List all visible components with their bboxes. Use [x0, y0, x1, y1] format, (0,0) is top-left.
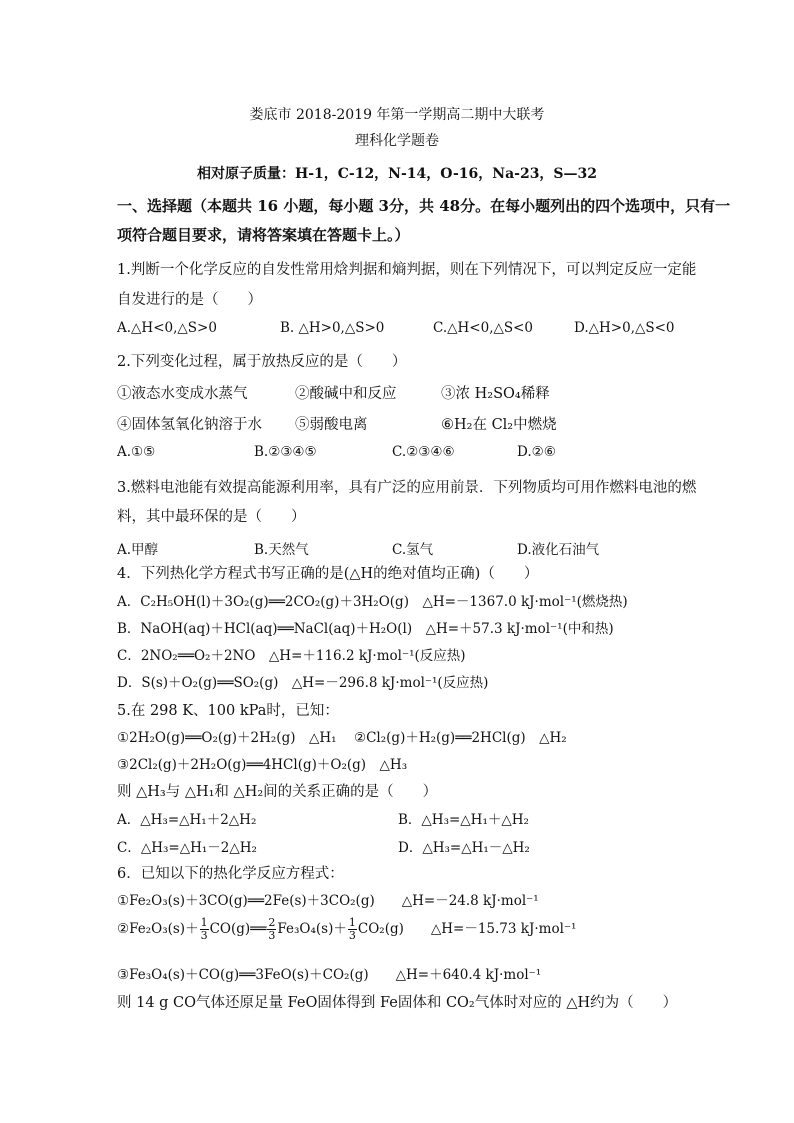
q3-stem-line2: 料，其中最环保的是（ ）	[117, 509, 306, 525]
q5-equation-3: ③2Cl₂(g)＋2H₂O(g)══4HCl(g)＋O₂(g) △H₃	[117, 757, 408, 773]
q1-option-d: D.△H>0,△S<0	[574, 320, 675, 336]
q4-option-d: D．S(s)＋O₂(g)══SO₂(g) △H=－296.8 kJ·mol⁻¹(反应热)	[117, 675, 489, 691]
q4-option-a: A．C₂H₅OH(l)＋3O₂(g)══2CO₂(g)＋3H₂O(g) △H=－1367.0 kJ·mol⁻¹(燃烧热)	[117, 594, 628, 610]
q1-option-b: B. △H>0,△S>0	[280, 320, 385, 336]
q5-question: 则 △H₃与 △H₁和 △H₂间的关系正确的是（ ）	[117, 784, 438, 800]
q5-equation-1: ①2H₂O(g)══O₂(g)＋2H₂(g) △H₁	[117, 730, 337, 746]
q2-option-b: B.②③④⑤	[254, 444, 317, 460]
q5-equation-2: ②Cl₂(g)＋H₂(g)══2HCl(g) △H₂	[354, 730, 567, 746]
q2-item-5: ⑤弱酸电离	[295, 417, 368, 433]
q5-option-b: B．△H₃=△H₁＋△H₂	[398, 812, 529, 828]
q2-item-4: ④固体氢氧化钠溶于水	[117, 417, 262, 433]
fraction-two-thirds: $\frac{2}{3}$	[268, 916, 276, 942]
q2-item-3: ③浓 H₂SO₄稀释	[441, 386, 550, 402]
q1-stem-line2: 自发进行的是（ ）	[117, 292, 262, 308]
atomic-mass-line: 相对原子质量：H-1，C-12，N-14，O-16，Na-23，S—32	[196, 166, 598, 182]
q1-stem-line1: 1.判断一个化学反应的自发性常用焓判据和熵判据，则在下列情况下，可以判定反应一定能	[117, 262, 697, 278]
q4-option-c: C．2NO₂══O₂＋2NO △H=＋116.2 kJ·mol⁻¹(反应热)	[117, 648, 466, 664]
exam-title: 娄底市 2018-2019 年第一学期高二期中大联考	[249, 107, 545, 123]
q3-option-b: B.天然气	[254, 542, 309, 558]
q2-option-a: A.①⑤	[117, 444, 156, 460]
q6-eq2-part-a: ②Fe₂O₃(s)＋	[117, 921, 199, 937]
q6-equation-3: ③Fe₃O₄(s)＋CO(g)══3FeO(s)＋CO₂(g) △H=＋640.4 kJ·mol⁻¹	[117, 967, 542, 983]
q1-option-c: C.△H<0,△S<0	[433, 320, 534, 336]
q5-option-a: A．△H₃=△H₁＋2△H₂	[117, 812, 257, 828]
section-heading-line2: 项符合题目要求，请将答案填在答题卡上。）	[117, 226, 410, 244]
q4-stem: 4．下列热化学方程式书写正确的是(△H的绝对值均正确)（ ）	[117, 566, 539, 582]
q4-option-b: B．NaOH(aq)＋HCl(aq)══NaCl(aq)＋H₂O(l) △H=＋57.3 kJ·mol⁻¹(中和热)	[117, 621, 614, 637]
q2-option-c: C.②③④⑥	[392, 444, 455, 460]
q5-option-d: D．△H₃=△H₁－△H₂	[398, 840, 530, 856]
fraction-one-third: $\frac{1}{3}$	[200, 916, 208, 942]
q6-eq2-part-d: CO₂(g) △H=－15.73 kJ·mol⁻¹	[357, 921, 577, 937]
q3-stem-line1: 3.燃料电池能有效提高能源利用率，具有广泛的应用前景．下列物质均可用作燃料电池的燃	[117, 480, 697, 496]
exam-subtitle: 理科化学题卷	[355, 133, 439, 149]
section-heading-line1: 一、选择题（本题共 16 小题，每小题 3分，共 48分。在每小题列出的四个选项中，只有一	[117, 197, 731, 215]
q6-eq2-part-b: CO(g)══	[209, 921, 267, 937]
q2-option-d: D.②⑥	[517, 444, 556, 460]
q5-stem: 5.在 298 K、100 kPa时，已知：	[117, 703, 339, 719]
q6-equation-1: ①Fe₂O₃(s)＋3CO(g)══2Fe(s)＋3CO₂(g) △H=－24.8 kJ·mol⁻¹	[117, 893, 539, 909]
q1-option-a: A.△H<0,△S>0	[117, 320, 217, 336]
q2-item-6: ⑥H₂在 Cl₂中燃烧	[441, 417, 557, 433]
q6-question: 则 14 g CO气体还原足量 FeO固体得到 Fe固体和 CO₂气体时对应的 △H约为（ ）	[117, 995, 678, 1011]
q6-equation-2	[117, 917, 576, 942]
q6-stem: 6．已知以下的热化学反应方程式：	[117, 866, 344, 882]
fraction-one-third-2: $\frac{1}{3}$	[348, 916, 356, 942]
q3-option-a: A.甲醇	[117, 542, 159, 558]
q6-eq2-part-c: Fe₃O₄(s)＋	[277, 921, 347, 937]
q3-option-c: C.氢气	[392, 542, 434, 558]
q5-option-c: C．△H₃=△H₁－2△H₂	[117, 840, 257, 856]
q3-option-d: D.液化石油气	[517, 542, 600, 558]
q2-item-2: ②酸碱中和反应	[295, 386, 397, 402]
q2-item-1: ①液态水变成水蒸气	[117, 386, 248, 402]
q2-stem: 2.下列变化过程，属于放热反应的是（ ）	[117, 354, 407, 370]
